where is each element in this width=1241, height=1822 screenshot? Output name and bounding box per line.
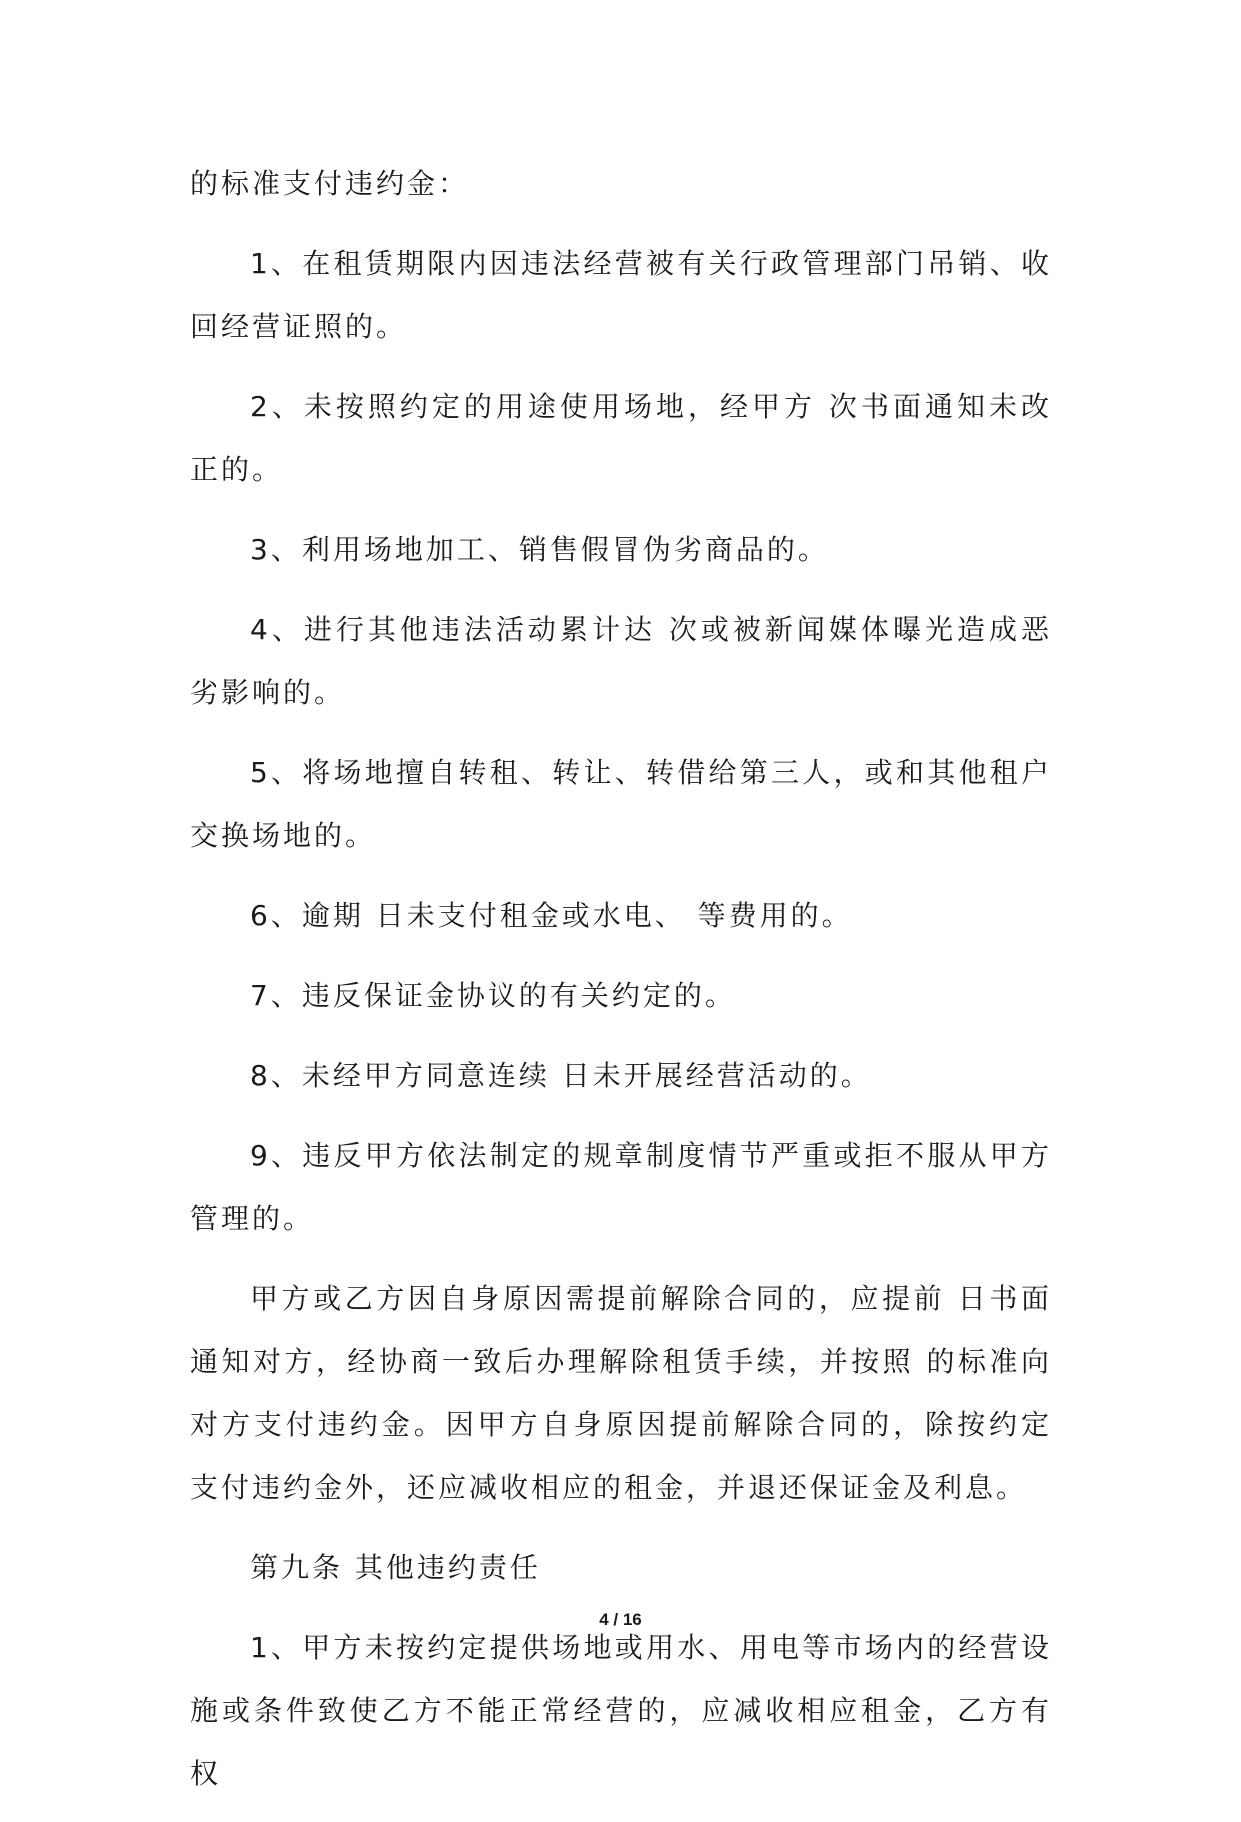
paragraph-item-4: 4、进行其他违法活动累计达 次或被新闻媒体曝光造成恶劣影响的。	[190, 613, 1052, 709]
paragraph-item-3: 3、利用场地加工、销售假冒伪劣商品的。	[250, 533, 829, 566]
paragraph-early-termination: 甲方或乙方因自身原因需提前解除合同的，应提前 日书面通知对方，经协商一致后办理解除租赁手续，并按照 的标准向对方支付违约金。因甲方自身原因提前解除合同的，除按约定支付违约金外，还应减收相应的租金，并退还保证金及利息。	[190, 1282, 1052, 1504]
paragraph-article-9-item-1: 1、甲方未按约定提供场地或用水、用电等市场内的经营设施或条件致使乙方不能正常经营的，应减收相应租金，乙方有权	[190, 1631, 1052, 1790]
paragraph-item-6: 6、逾期 日未支付租金或水电、 等费用的。	[250, 899, 853, 932]
paragraph-item-9: 9、违反甲方依法制定的规章制度情节严重或拒不服从甲方管理的。	[190, 1139, 1052, 1235]
paragraph-item-5: 5、将场地擅自转租、转让、转借给第三人，或和其他租户交换场地的。	[190, 756, 1052, 852]
document-body	[190, 152, 1052, 1822]
paragraph-item-7: 7、违反保证金协议的有关约定的。	[250, 979, 736, 1012]
section-heading-article-9: 第九条 其他违约责任	[250, 1551, 541, 1584]
paragraph-item-8: 8、未经甲方同意连续 日未开展经营活动的。	[250, 1059, 872, 1092]
paragraph-item-1: 1、在租赁期限内因违法经营被有关行政管理部门吊销、收回经营证照的。	[190, 247, 1052, 343]
page-number: 4 / 16	[599, 1610, 642, 1629]
paragraph-item-2: 2、未按照约定的用途使用场地，经甲方 次书面通知未改正的。	[190, 390, 1052, 486]
paragraph-continuation: 的标准支付违约金：	[190, 167, 470, 200]
